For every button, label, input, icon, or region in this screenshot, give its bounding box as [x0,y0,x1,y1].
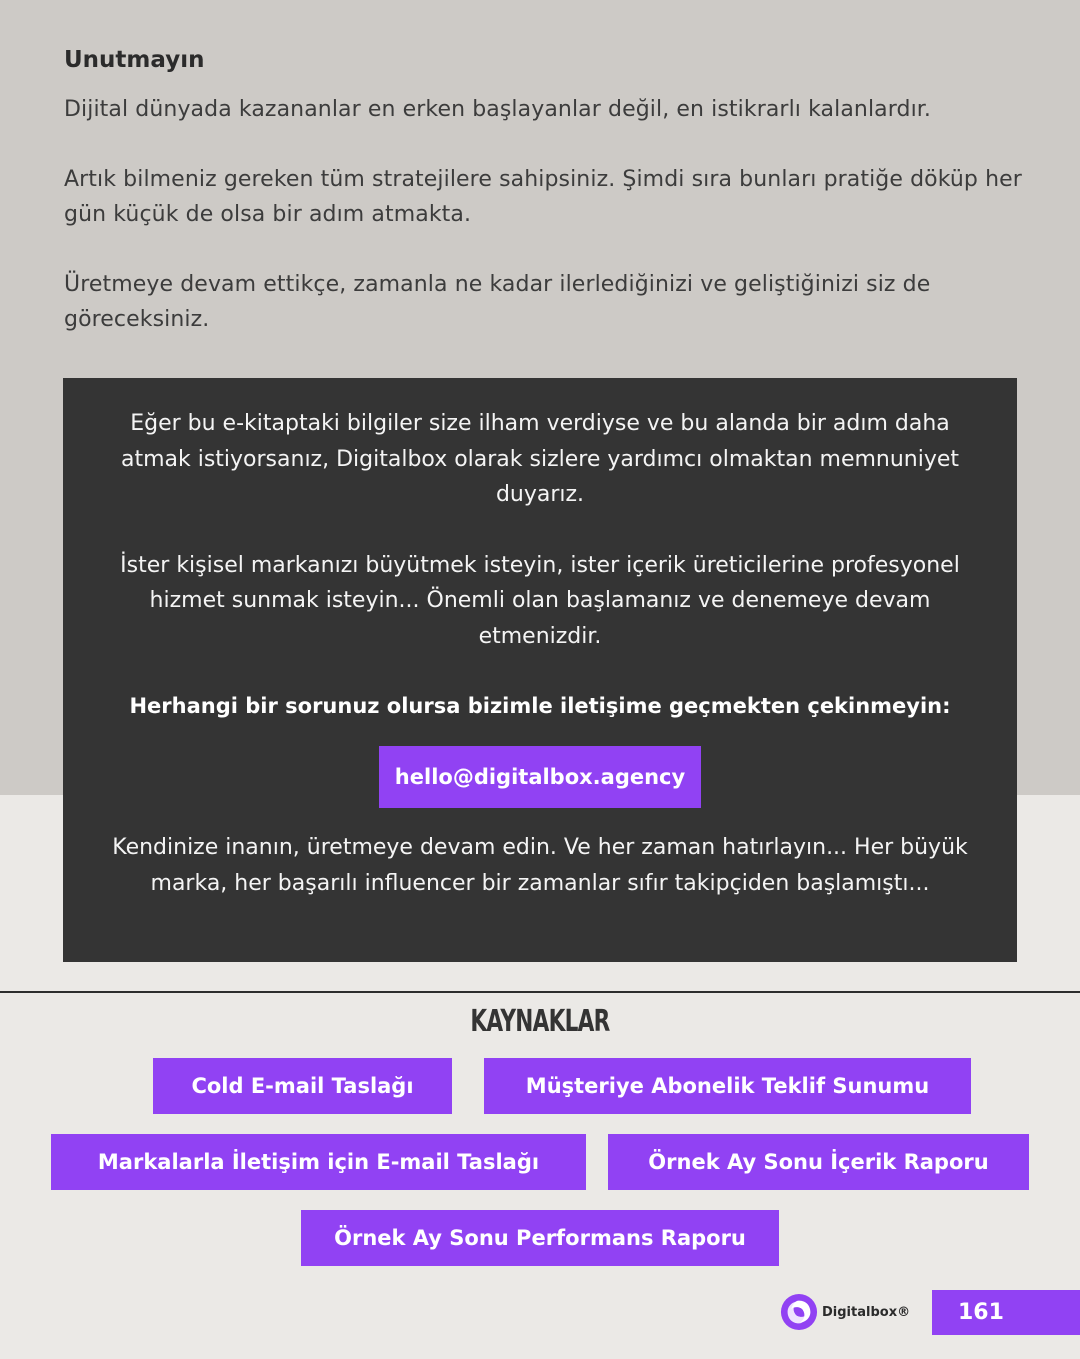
brand-name: Digitalbox® [822,1304,911,1320]
intro-heading: Unutmayın [64,47,205,73]
resource-button-performance-report[interactable]: Örnek Ay Sonu Performans Raporu [301,1210,779,1266]
contact-prompt: Herhangi bir sorunuz olursa bizimle iletişime geçmekten çekinmeyin: [129,694,951,718]
resource-button-subscription-offer[interactable]: Müşteriye Abonelik Teklif Sunumu [484,1058,971,1114]
intro-paragraph: Dijital dünyada kazananlar en erken başlayanlar değil, en istikrarlı kalanlardır. [64,97,932,122]
cta-box [63,378,1017,962]
section-divider [0,991,1080,993]
footer-logo [780,1292,910,1332]
closing-paragraph: Kendinize inanın, üretmeye devam edin. Ve her zaman hatırlayın... Her büyük marka, her başarılı influencer bir zamanlar sıfır takipçiden başlamıştı... [112,835,968,896]
email-button[interactable]: hello@digitalbox.agency [379,746,701,808]
intro-section [64,44,1024,372]
resource-button-cold-email[interactable]: Cold E-mail Taslağı [153,1058,452,1114]
cta-paragraph: Eğer bu e-kitaptaki bilgiler size ilham verdiyse ve bu alanda bir adım daha atmak istiyorsanız, Digitalbox olarak sizlere yardımcı olmaktan memnuniyet duyarız. [120,411,960,507]
page-number: 161 [932,1290,1080,1335]
resource-button-content-report[interactable]: Örnek Ay Sonu İçerik Raporu [608,1134,1029,1190]
resource-button-brand-email[interactable]: Markalarla İletişim için E-mail Taslağı [51,1134,586,1190]
digitalbox-logo-icon [780,1293,818,1331]
intro-paragraph: Artık bilmeniz gereken tüm stratejilere sahipsiniz. Şimdi sıra bunları pratiğe döküp her gün küçük de olsa bir adım atmakta. [64,167,1022,227]
resources-title: KAYNAKLAR [470,1004,610,1039]
cta-paragraph: İster kişisel markanızı büyütmek isteyin, ister içerik üreticilerine profesyonel hizmet sunmak isteyin... Önemli olan başlamanız ve denemeye devam etmenizdir. [120,552,960,649]
intro-paragraph: Üretmeye devam ettikçe, zamanla ne kadar ilerlediğinizi ve geliştiğinizi siz de göreceksiniz. [64,272,931,332]
